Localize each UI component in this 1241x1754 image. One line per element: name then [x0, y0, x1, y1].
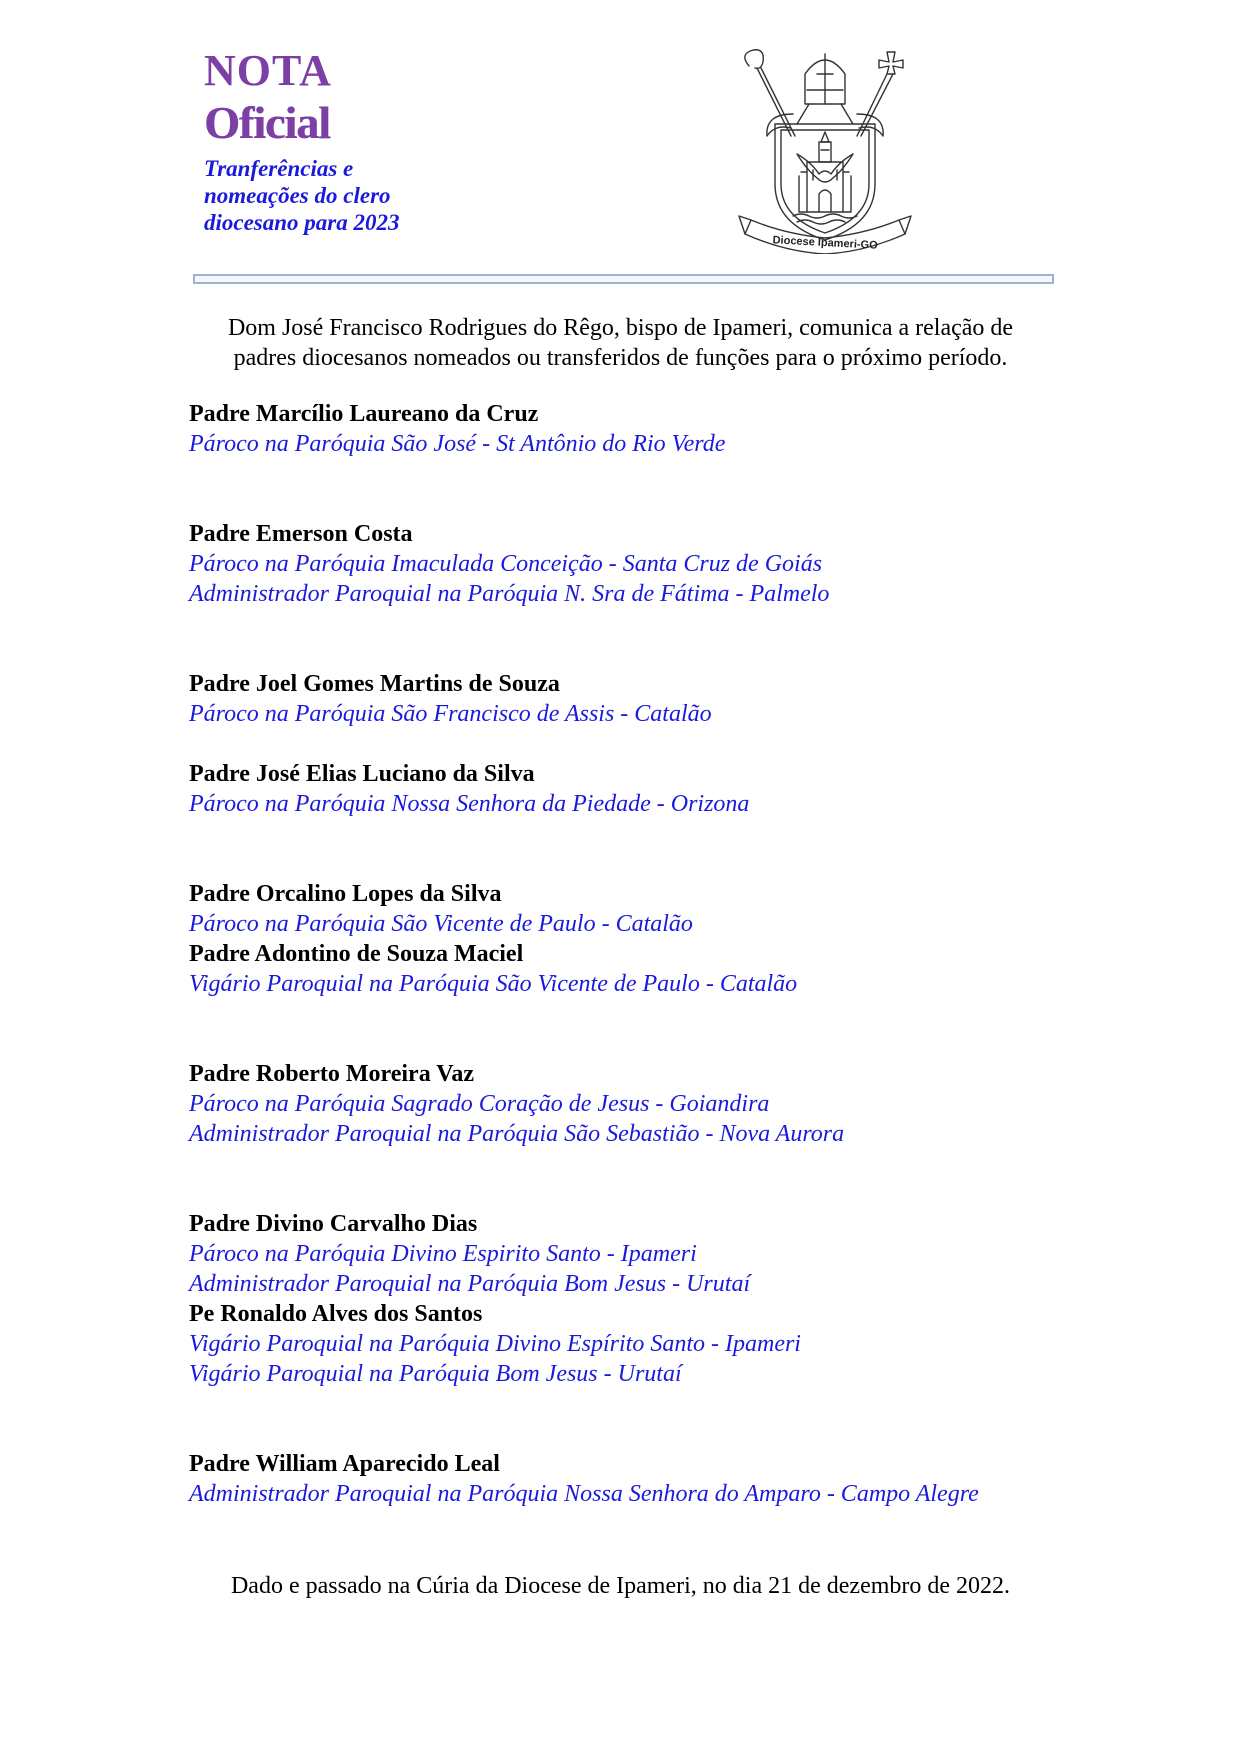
priest-name: Padre Orcalino Lopes da Silva — [189, 881, 502, 907]
subtitle-line: Tranferências e — [204, 156, 354, 181]
intro-line: Dom José Francisco Rodrigues do Rêgo, bispo de Ipameri, comunica a relação de — [227, 315, 1014, 341]
document-subtitle — [204, 155, 464, 236]
priest-name: Padre William Aparecido Leal — [189, 1451, 500, 1477]
priest-role: Vigário Paroquial na Paróquia São Vicente de Paulo - Catalão — [189, 971, 798, 997]
subtitle-line: diocesano para 2023 — [204, 210, 400, 235]
priest-entry — [189, 1059, 1149, 1149]
priest-role: Pároco na Paróquia São Francisco de Assis - Catalão — [189, 701, 712, 727]
subtitle-line: nomeações do clero — [204, 183, 391, 208]
priest-name: Padre Emerson Costa — [189, 521, 413, 547]
priest-role: Administrador Paroquial na Paróquia Nossa Senhora do Amparo - Campo Alegre — [189, 1481, 979, 1507]
document-title — [204, 46, 332, 150]
priest-role: Pároco na Paróquia Divino Espirito Santo - Ipameri — [189, 1241, 697, 1267]
priest-role: Pároco na Paróquia São José - St Antônio do Rio Verde — [189, 431, 726, 457]
title-nota: NOTA — [204, 46, 332, 95]
seal-banner-text: Diocese Ipameri-GO — [772, 234, 878, 252]
priest-name: Padre Roberto Moreira Vaz — [189, 1061, 475, 1087]
priest-name: Padre Marcílio Laureano da Cruz — [189, 401, 539, 427]
intro-line: padres diocesanos nomeados ou transferidos de funções para o próximo período. — [233, 345, 1008, 371]
priest-name: Padre Divino Carvalho Dias — [189, 1211, 478, 1237]
priest-entry — [189, 1209, 1149, 1389]
priest-entry — [189, 669, 1149, 729]
priest-name: Padre José Elias Luciano da Silva — [189, 761, 535, 787]
title-oficial: Oficial — [204, 97, 330, 148]
priest-role: Vigário Paroquial na Paróquia Divino Espírito Santo - Ipameri — [189, 1331, 801, 1357]
priest-name: Padre Adontino de Souza Maciel — [189, 941, 524, 967]
priest-role: Pároco na Paróquia Nossa Senhora da Piedade - Orizona — [189, 791, 750, 817]
priest-name: Padre Joel Gomes Martins de Souza — [189, 671, 560, 697]
priest-role: Administrador Paroquial na Paróquia Bom Jesus - Urutaí — [189, 1271, 751, 1297]
priest-entry — [189, 399, 1149, 459]
priest-role: Vigário Paroquial na Paróquia Bom Jesus - Urutaí — [189, 1361, 682, 1387]
priest-entry — [189, 759, 1149, 819]
diocese-seal-icon — [735, 44, 915, 254]
header-divider — [193, 274, 1054, 284]
priest-entry — [189, 519, 1149, 609]
priest-role: Pároco na Paróquia São Vicente de Paulo - Catalão — [189, 911, 693, 937]
priest-role: Pároco na Paróquia Imaculada Conceição - Santa Cruz de Goiás — [189, 551, 823, 577]
priest-entry — [189, 1449, 1149, 1509]
priest-role: Administrador Paroquial na Paróquia N. Sra de Fátima - Palmelo — [189, 581, 830, 607]
priest-entry — [189, 879, 1149, 999]
priest-role: Pároco na Paróquia Sagrado Coração de Jesus - Goiandira — [189, 1091, 770, 1117]
closing-statement: Dado e passado na Cúria da Diocese de Ipameri, no dia 21 de dezembro de 2022. — [230, 1573, 1011, 1599]
priest-name: Pe Ronaldo Alves dos Santos — [189, 1301, 483, 1327]
priest-role: Administrador Paroquial na Paróquia São Sebastião - Nova Aurora — [189, 1121, 845, 1147]
intro-paragraph — [150, 313, 1091, 373]
